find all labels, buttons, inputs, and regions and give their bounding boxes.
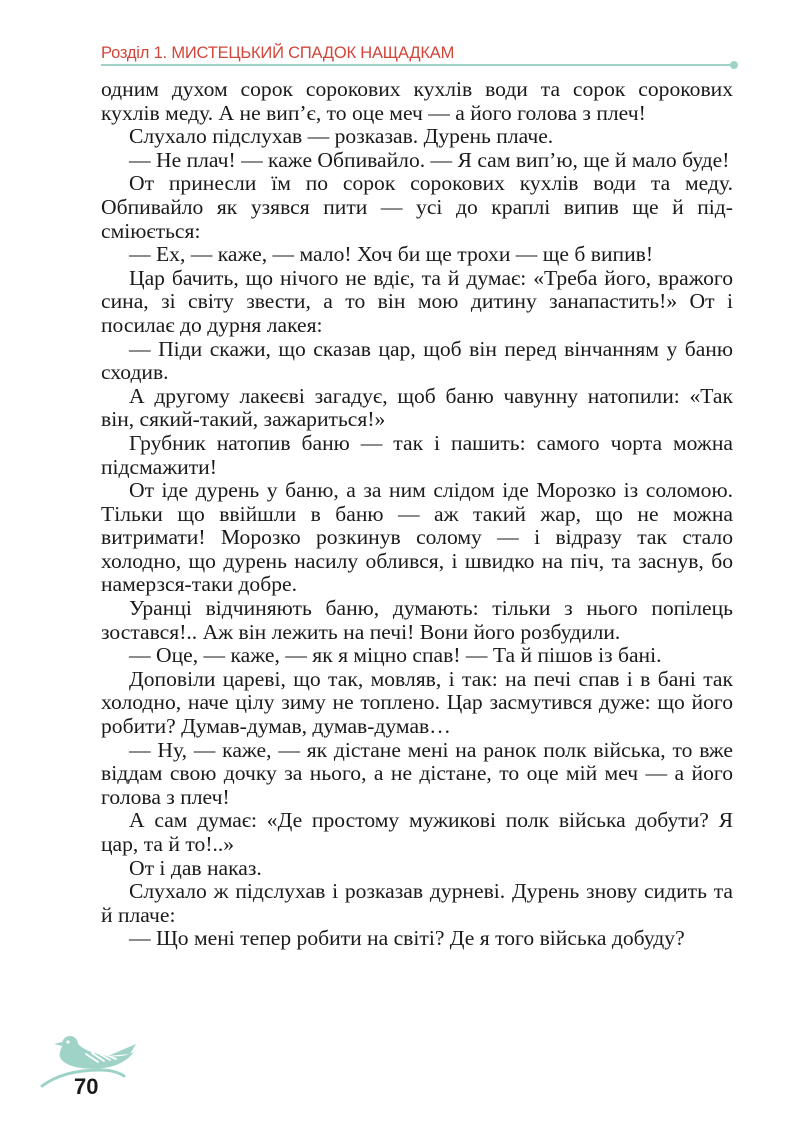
paragraph: Слухало ж підслухав і розказав дурневі. Дурень знову сидить та й плаче: — [101, 879, 733, 927]
paragraph: От іде дурень у баню, а за ним слідом іде Морозко із соломою. Тільки що ввійшли в баню — аж такий жар, що не можна витримати! Морозко розкинув солому — і відразу так стало холодно, що дурень насилу облився, і швидко на піч, та заснув, бо намерзся-таки добре. — [101, 478, 733, 597]
paragraph: Слухало підслухав — розказав. Дурень плаче. — [129, 124, 554, 149]
paragraph: — Що мені тепер робити на світі? Де я того війська добуду? — [129, 926, 685, 951]
paragraph: — Ех, — каже, — мало! Хоч би ще трохи — ще б випив! — [129, 242, 654, 267]
paragraph: А другому лакеєві загадує, щоб баню чавунну натопили: «Так він, сякий-такий, зажариться!» — [101, 383, 733, 432]
paragraph: — Не плач! — каже Обпивайло. — Я сам вип’ю, ще й мало буде! — [129, 147, 730, 172]
main-text — [101, 78, 733, 951]
paragraph: От і дав наказ. — [129, 855, 262, 880]
section-header: Розділ 1. МИСТЕЦЬКИЙ СПАДОК НАЩАДКАМ — [101, 44, 455, 62]
paragraph: Грубник натопив баню — так і пашить: самого чорта можна підсмажити! — [101, 430, 733, 479]
paragraph: одним духом сорок сорокових кухлів води та сорок сорокових кухлів меду. А не вип’є, то оце меч — а його голова з плеч! — [101, 77, 733, 125]
header-divider-dot — [730, 61, 738, 69]
header-divider — [101, 64, 733, 66]
paragraph: От принесли їм по сорок сорокових кухлів води та меду. Обпивайло як узявся пити — усі до краплі випив ще й підсміюється: — [101, 171, 733, 243]
paragraph: — Піди скажи, що сказав цар, щоб він перед вінчанням у баню сходив. — [101, 336, 733, 385]
paragraph: Доповіли цареві, що так, мовляв, і так: на печі спав і в бані так холодно, наче цілу зиму не топлено. Цар засмутився дуже: що його робити? Думав-думав, думав-думав… — [101, 666, 733, 739]
page-number: 70 — [74, 1074, 99, 1099]
paragraph: — Ну, — каже, — як дістане мені на ранок полк війська, то вже віддам свою дочку за нього, а не дістане, то оце мій меч — а його голова з плеч! — [101, 737, 733, 809]
paragraph: А сам думає: «Де простому мужикові полк війська добути? Я цар, та й то!..» — [101, 808, 733, 856]
paragraph: Цар бачить, що нічого не вдіє, та й думає: «Треба його, вражого сина, зі світу звести, а то він мою дитину занапастить!» От і посилає до дурня лакея: — [101, 265, 733, 337]
paragraph: Уранці відчиняють баню, думають: тільки з нього попілець зостався!.. Аж він лежить на печі! Вони його розбудили. — [101, 596, 733, 644]
paragraph: — Оце, — каже, — як я міцно спав! — Та й пішов із бані. — [129, 643, 662, 668]
